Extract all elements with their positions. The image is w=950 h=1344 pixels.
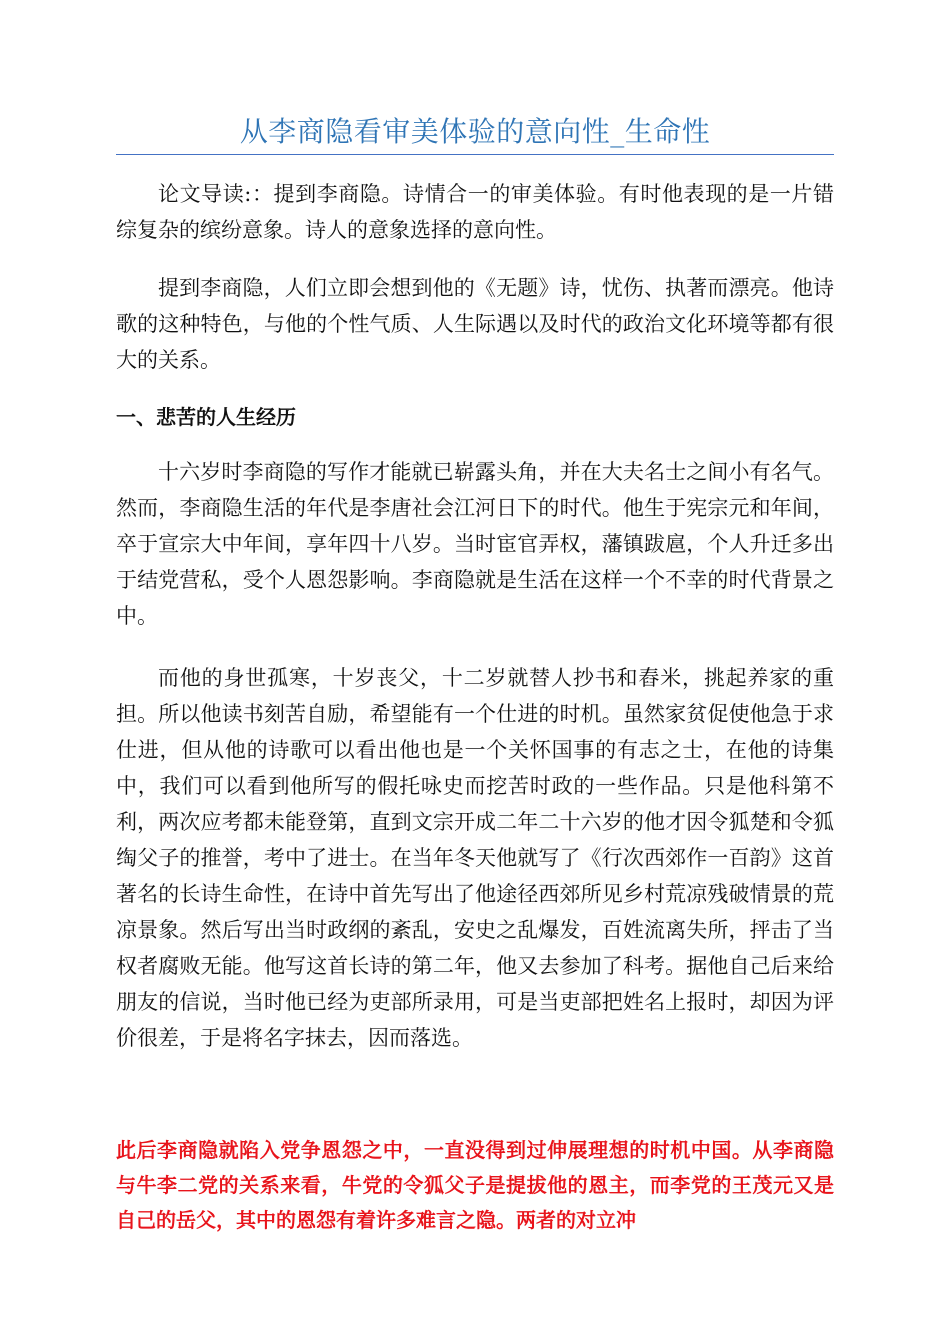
body-paragraph-2: 十六岁时李商隐的写作才能就已崭露头角，并在大夫名士之间小有名气。然而，李商隐生活的年代是李唐社会江河日下的时代。他生于宪宗元和年间，卒于宣宗大中年间，享年四十八岁。当时宦官弄权，藩镇跋扈，个人升迁多出于结党营私，受个人恩怨影响。李商隐就是生活在这样一个不幸的时代背景之中。 bbox=[116, 460, 834, 628]
body-paragraph-3: 而他的身世孤寒，十岁丧父，十二岁就替人抄书和舂米，挑起养家的重担。所以他读书刻苦自励，希望能有一个仕进的时机。虽然家贫促使他急于求仕进，但从他的诗歌可以看出他也是一个关怀国事的有志之士，在他的诗集中，我们可以看到他所写的假托咏史而挖苦时政的一些作品。只是他科第不利，两次应考都未能登第，直到文宗开成二年二十六岁的他才因令狐楚和令狐绹父子的推誉，考中了进士。在当年冬天他就写了《行次西郊作一百韵》这首著名的长诗生命性，在诗中首先写出了他途径西郊所见乡村荒凉残破情景的荒凉景象。然后写出当时政纲的紊乱，安史之乱爆发，百姓流离失所，抨击了当权者腐败无能。他写这首长诗的第二年，他又去参加了科考。据他自己后来给朋友的信说，当时他已经为吏部所录用，可是当吏部把姓名上报时，却因为评价很差，于是将名字抹去，因而落选。 bbox=[116, 666, 834, 1050]
section-heading: 一、悲苦的人生经历 bbox=[116, 405, 296, 429]
body-paragraph-1: 提到李商隐，人们立即会想到他的《无题》诗，忧伤、执著而漂亮。他诗歌的这种特色，与他的个性气质、人生际遇以及时代的政治文化环境等都有很大的关系。 bbox=[116, 276, 834, 372]
title-underline bbox=[116, 154, 834, 155]
intro-paragraph: 论文导读:：提到李商隐。诗情合一的审美体验。有时他表现的是一片错综复杂的缤纷意象。诗人的意象选择的意向性。 bbox=[116, 182, 834, 242]
document-title: 从李商隐看审美体验的意向性_生命性 bbox=[239, 115, 711, 148]
highlighted-paragraph: 此后李商隐就陷入党争恩怨之中，一直没得到过伸展理想的时机中国。从李商隐与牛李二党的关系来看，牛党的令狐父子是提拔他的恩主，而李党的王茂元又是自己的岳父，其中的恩怨有着许多难言之隐。两者的对立冲 bbox=[116, 1138, 834, 1232]
